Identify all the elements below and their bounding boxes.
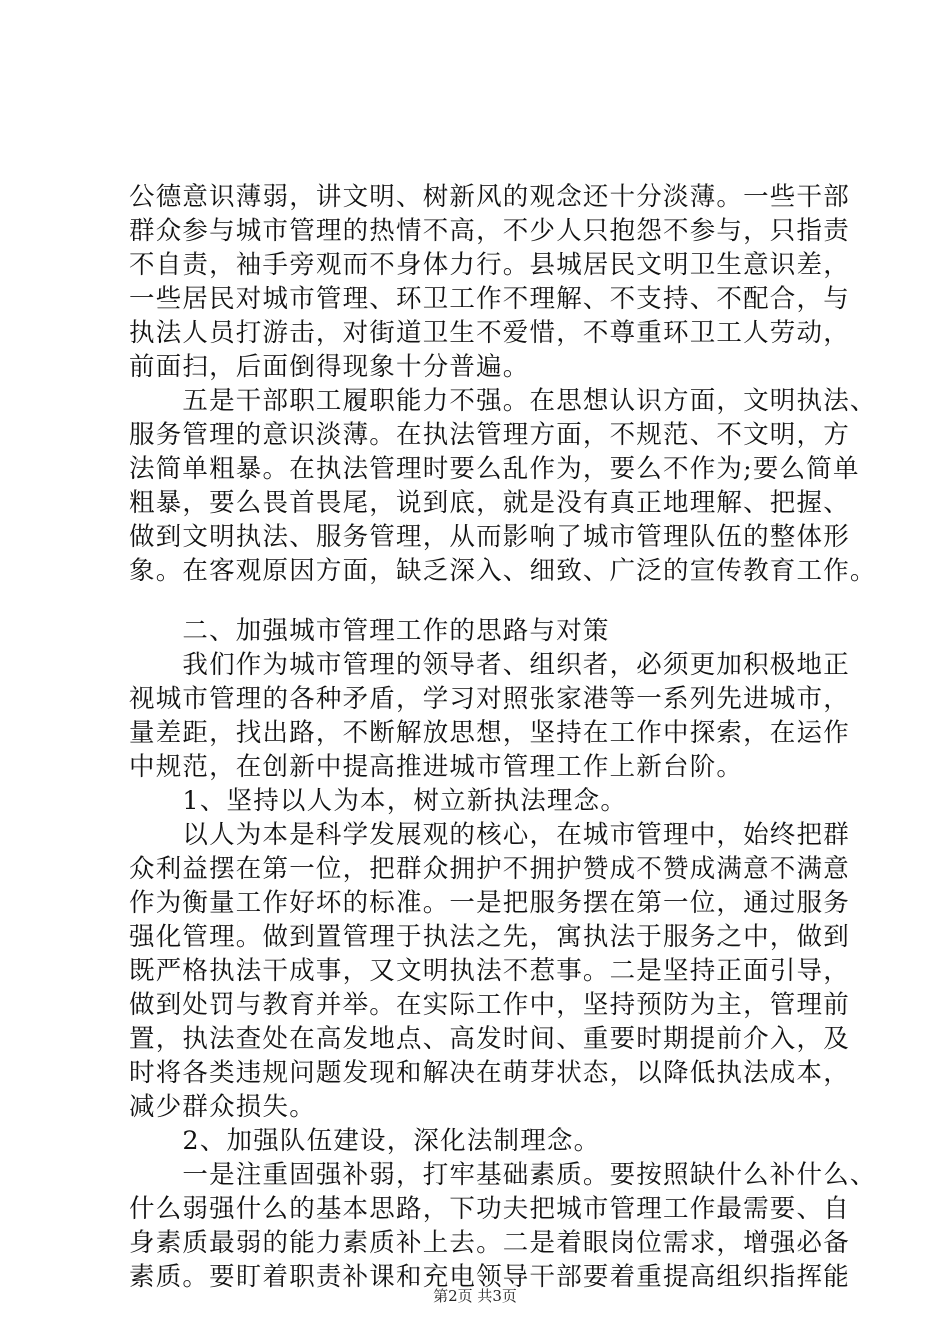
text-line: 象。在客观原因方面，缺乏深入、细致、广泛的宣传教育工作。: [129, 556, 877, 586]
subheading: 2、加强队伍建设，深化法制理念。: [129, 1126, 601, 1156]
text-line: 五是干部职工履职能力不强。在思想认识方面，文明执法、: [129, 386, 877, 416]
text-line: 执法人员打游击，对街道卫生不爱惜，不尊重环卫工人劳动，: [129, 318, 850, 348]
page-number-footer: 第2页 共3页: [433, 1287, 517, 1305]
text-line: 量差距，找出路，不断解放思想，坚持在工作中探索，在运作: [129, 718, 850, 748]
text-line: 公德意识薄弱，讲文明、树新风的观念还十分淡薄。一些干部: [129, 182, 850, 212]
text-line: 做到文明执法、服务管理，从而影响了城市管理队伍的整体形: [129, 522, 850, 552]
text-line: 一是注重固强补弱，打牢基础素质。要按照缺什么补什么、: [129, 1160, 877, 1190]
text-line: 众利益摆在第一位，把群众拥护不拥护赞成不赞成满意不满意: [129, 854, 850, 884]
text-line: 群众参与城市管理的热情不高，不少人只抱怨不参与，只指责: [129, 216, 850, 246]
text-line: 减少群众损失。: [129, 1092, 316, 1122]
text-line: 中规范，在创新中提高推进城市管理工作上新台阶。: [129, 752, 744, 782]
text-line: 我们作为城市管理的领导者、组织者，必须更加积极地正: [129, 650, 850, 680]
text-line: 强化管理。做到置管理于执法之先，寓执法于服务之中，做到: [129, 922, 850, 952]
text-line: 既严格执法干成事，又文明执法不惹事。二是坚持正面引导，: [129, 956, 850, 986]
text-line: 粗暴，要么畏首畏尾，说到底，就是没有真正地理解、把握、: [129, 488, 850, 518]
text-line: 服务管理的意识淡薄。在执法管理方面，不规范、不文明，方: [129, 420, 850, 450]
text-line: 身素质最弱的能力素质补上去。二是着眼岗位需求，增强必备: [129, 1228, 850, 1258]
section-heading: 二、加强城市管理工作的思路与对策: [129, 616, 610, 646]
text-line: 置，执法查处在高发地点、高发时间、重要时期提前介入，及: [129, 1024, 850, 1054]
text-line: 法简单粗暴。在执法管理时要么乱作为，要么不作为;要么简单: [129, 454, 860, 484]
text-line: 前面扫，后面倒得现象十分普遍。: [129, 352, 530, 382]
text-line: 作为衡量工作好坏的标准。一是把服务摆在第一位，通过服务: [129, 888, 850, 918]
text-line: 视城市管理的各种矛盾，学习对照张家港等一系列先进城市，: [129, 684, 850, 714]
text-line: 一些居民对城市管理、环卫工作不理解、不支持、不配合，与: [129, 284, 850, 314]
text-line: 不自责，袖手旁观而不身体力行。县城居民文明卫生意识差，: [129, 250, 850, 280]
text-line: 时将各类违规问题发现和解决在萌芽状态，以降低执法成本，: [129, 1058, 850, 1088]
text-line: 以人为本是科学发展观的核心，在城市管理中，始终把群: [129, 820, 850, 850]
subheading: 1、坚持以人为本，树立新执法理念。: [129, 786, 628, 816]
text-line: 做到处罚与教育并举。在实际工作中，坚持预防为主，管理前: [129, 990, 850, 1020]
text-line: 什么弱强什么的基本思路，下功夫把城市管理工作最需要、自: [129, 1194, 850, 1224]
text-line: 素质。要盯着职责补课和充电领导干部要着重提高组织指挥能: [129, 1262, 850, 1292]
